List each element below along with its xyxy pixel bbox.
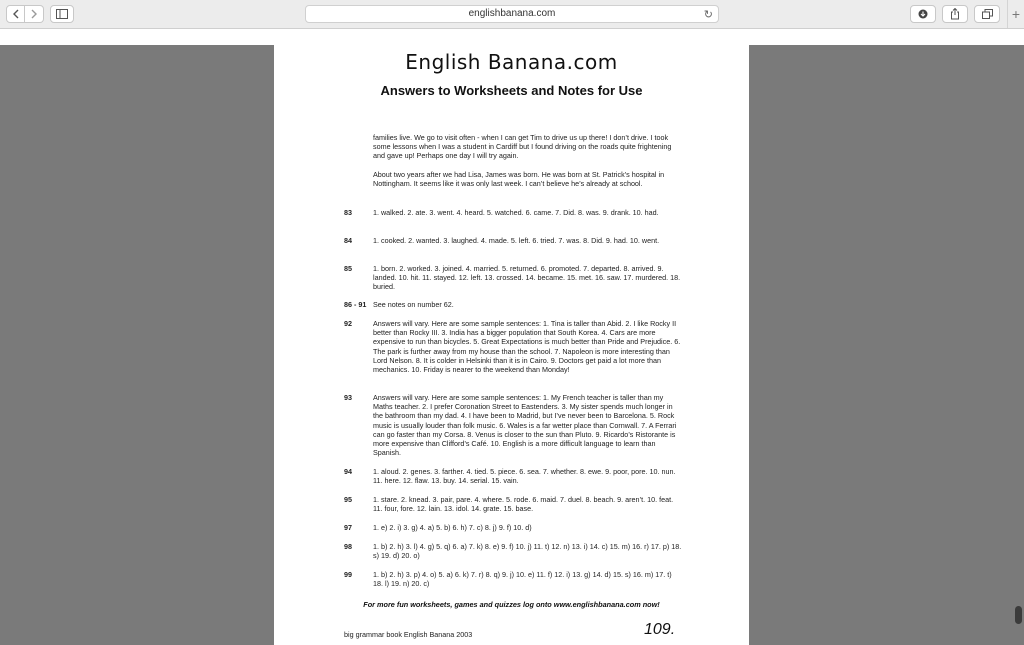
intro-paragraph: families live. We go to visit often - when I can get Tim to drive us up there! I don’t drive. I took some lessons when I was a student in Cardiff but I found driving on the roads quite frightening and gave up! Perhaps one day I will try again. xyxy=(373,133,672,161)
download-icon xyxy=(918,9,928,19)
answer-number: 97 xyxy=(344,523,352,532)
answer-text: 1. e) 2. i) 3. g) 4. a) 5. b) 6. h) 7. c) 8. j) 9. f) 10. d) xyxy=(373,523,532,532)
sidebar-icon xyxy=(56,9,68,19)
answer-number: 92 xyxy=(344,319,352,328)
answer-number: 86 - 91 xyxy=(344,300,367,309)
new-tab-button[interactable] xyxy=(1007,0,1024,28)
answer-number: 84 xyxy=(344,236,352,245)
chevron-right-icon xyxy=(30,9,38,19)
back-button[interactable] xyxy=(6,5,25,23)
url-text: englishbanana.com xyxy=(468,8,556,19)
answer-text: Answers will vary. Here are some sample sentences: 1. Tina is taller than Abid. 2. I like Rocky II better than Rocky III. 3. India has a bigger population that South Korea. 4. Cars are more expensive to run than bicycles. 5. Great Expectations is much better than Pride and Prejudice. 6. The park is further away from my house than the school. 7. Napoleon is more interesting than Lord Nelson. 8. It is colder in Helsinki than it is in Cairo. 9. Doctors get paid a lot more than mechanics. 10. Friday is nearer to the weekend than Monday! xyxy=(373,319,681,375)
share-icon xyxy=(950,8,960,20)
share-button[interactable] xyxy=(942,5,968,23)
document-page xyxy=(274,45,749,645)
promo-text: For more fun worksheets, games and quizzes log onto www.englishbanana.com now! xyxy=(363,600,660,609)
scrollbar-thumb[interactable] xyxy=(1015,606,1022,624)
page-footer: big grammar book English Banana 2003 xyxy=(344,630,473,639)
site-logo: English Banana.com xyxy=(405,50,618,74)
intro-paragraph: About two years after we had Lisa, James was born. He was born at St. Patrick’s hospital in Nottingham. It seems like it was only last week. I can’t believe he’s already at school. xyxy=(373,170,665,189)
reload-icon[interactable]: ↻ xyxy=(703,9,713,21)
answer-text: 1. born. 2. worked. 3. joined. 4. married. 5. returned. 6. promoted. 7. departed. 8. arrived. 9. landed. 10. hit. 11. stayed. 12. left. 13. crossed. 14. became. 15. met. 16. saw. 17. murdered. 18. buried. xyxy=(373,264,681,292)
tabs-button[interactable] xyxy=(974,5,1000,23)
answer-number: 95 xyxy=(344,495,352,504)
answer-text: 1. stare. 2. knead. 3. pair, pare. 4. where. 5. rode. 6. maid. 7. duel. 8. beach. 9. aren’t. 10. feat. 11. four, fore. 12. lain. 13. idol. 14. grate. 15. base. xyxy=(373,495,674,514)
history-nav xyxy=(6,5,44,23)
answer-number: 93 xyxy=(344,393,352,402)
address-bar[interactable] xyxy=(305,5,719,23)
answer-number: 85 xyxy=(344,264,352,273)
answer-number: 98 xyxy=(344,542,352,551)
page-title: Answers to Worksheets and Notes for Use xyxy=(380,83,643,98)
answer-text: 1. cooked. 2. wanted. 3. laughed. 4. made. 5. left. 6. tried. 7. was. 8. Did. 9. had. 10. went. xyxy=(373,236,660,245)
answer-text: 1. b) 2. h) 3. p) 4. o) 5. a) 6. k) 7. r) 8. q) 9. j) 10. e) 11. f) 12. i) 13. g) 14. d) 15. s) 16. m) 17. t) 18. l) 19. n) 20. c) xyxy=(373,570,672,589)
forward-button[interactable] xyxy=(25,5,44,23)
answer-text: 1. aloud. 2. genes. 3. farther. 4. tied. 5. piece. 6. sea. 7. whether. 8. ewe. 9. poor, pore. 10. nun. 11. here. 12. flaw. 13. buy. 14. serial. 15. vain. xyxy=(373,467,676,486)
answer-number: 83 xyxy=(344,208,352,217)
answer-text: Answers will vary. Here are some sample sentences: 1. My French teacher is taller than my Maths teacher. 2. I prefer Coronation Street to Eastenders. 3. My sister spends much longer in the bathroom than my dad. 4. I have been to Madrid, but I’ve never been to Barcelona. 5. Rock music is usually louder than folk music. 6. Wales is a far wetter place than Cornwall. 7. A Ferrari can go faster than my Corsa. 8. Venus is closer to the sun than Pluto. 9. Ricardo’s Ristorante is more expensive than Clifford’s Café. 10. English is a more difficult language to learn than Spanish. xyxy=(373,393,677,458)
browser-toolbar xyxy=(0,0,1024,29)
answer-text: 1. walked. 2. ate. 3. went. 4. heard. 5. watched. 6. came. 7. Did. 8. was. 9. drank. 10. had. xyxy=(373,208,659,217)
page-number: 109. xyxy=(644,621,676,638)
answer-text: See notes on number 62. xyxy=(373,300,454,309)
content-top-strip xyxy=(0,29,1024,45)
tabs-icon xyxy=(982,9,993,19)
answer-number: 94 xyxy=(344,467,352,476)
plus-icon: + xyxy=(1011,6,1021,22)
download-button[interactable] xyxy=(910,5,936,23)
chevron-left-icon xyxy=(12,9,20,19)
answer-text: 1. b) 2. h) 3. l) 4. g) 5. q) 6. a) 7. k) 8. e) 9. f) 10. j) 11. t) 12. n) 13. i) 14. c) 15. m) 16. r) 17. p) 18. s) 19. d) 20. o) xyxy=(373,542,682,561)
answer-number: 99 xyxy=(344,570,352,579)
sidebar-button[interactable] xyxy=(50,5,74,23)
